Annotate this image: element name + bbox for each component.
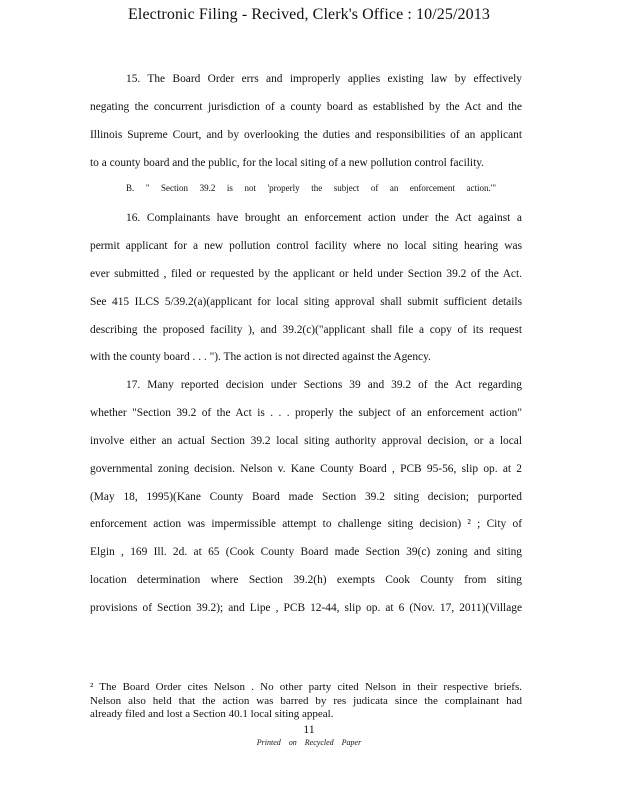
paragraph-16-line-3: ever submitted , filed or requested by the applicant or held under Section 39.2 of the Act.: [90, 268, 522, 280]
paragraph-16-line-1: 16. Complainants have brought an enforcement action under the Act against a: [126, 212, 522, 224]
paragraph-15-line-3: Illinois Supreme Court, and by overlooking the duties and responsibilities of an applicant: [90, 129, 522, 141]
paragraph-16-line-4: See 415 ILCS 5/39.2(a)(applicant for local siting approval shall submit sufficient details: [90, 296, 522, 308]
paragraph-17-line-7: Elgin , 169 Ill. 2d. at 65 (Cook County Board made Section 39(c) zoning and siting: [90, 546, 522, 558]
paragraph-17-line-6: enforcement action was impermissible attempt to challenge siting decision) ² ; City of: [90, 518, 522, 530]
paragraph-16-line-5: describing the proposed facility ), and 39.2(c)("applicant shall file a copy of its request: [90, 324, 522, 336]
paragraph-15-line-2: negating the concurrent jurisdiction of a county board as established by the Act and the: [90, 101, 522, 113]
paragraph-17-line-4: governmental zoning decision. Nelson v. Kane County Board , PCB 95-56, slip op. at 2: [90, 463, 522, 475]
paragraph-17-line-2: whether "Section 39.2 of the Act is . . . properly the subject of an enforcement action": [90, 407, 522, 419]
filing-stamp-header: Electronic Filing - Recived, Clerk's Office : 10/25/2013: [128, 6, 490, 23]
paragraph-15-line-4: to a county board and the public, for the local siting of a new pollution control facility.: [90, 157, 485, 169]
paragraph-16-line-6: with the county board . . . "). The action is not directed against the Agency.: [90, 351, 431, 363]
printed-on-recycled-paper: Printed on Recycled Paper: [256, 738, 362, 747]
paragraph-16-line-2: permit applicant for a new pollution control facility where no local siting hearing was: [90, 240, 522, 252]
paragraph-17-line-1: 17. Many reported decision under Sections 39 and 39.2 of the Act regarding: [126, 379, 522, 391]
paragraph-17-line-8: location determination where Section 39.2(h) exempts Cook County from siting: [90, 574, 522, 586]
paragraph-17-line-9: provisions of Section 39.2); and Lipe , PCB 12-44, slip op. at 6 (Nov. 17, 2011)(Village: [90, 602, 522, 614]
section-subheading-b: B. " Section 39.2 is not 'properly the subject of an enforcement action.'": [126, 183, 496, 193]
footnote-line-3: already filed and lost a Section 40.1 local siting appeal.: [90, 708, 334, 720]
paragraph-17-line-5: (May 18, 1995)(Kane County Board made Section 39.2 siting decision; purported: [90, 491, 522, 503]
paragraph-15-line-1: 15. The Board Order errs and improperly applies existing law by effectively: [126, 73, 522, 85]
footnote-line-2: Nelson also held that the action was barred by res judicata since the complainant had: [90, 695, 522, 707]
paragraph-17-line-3: involve either an actual Section 39.2 local siting authority approval decision, or a local: [90, 435, 522, 447]
page-number: 11: [303, 722, 315, 736]
footnote-line-1: ² The Board Order cites Nelson . No other party cited Nelson in their respective briefs.: [90, 681, 522, 693]
